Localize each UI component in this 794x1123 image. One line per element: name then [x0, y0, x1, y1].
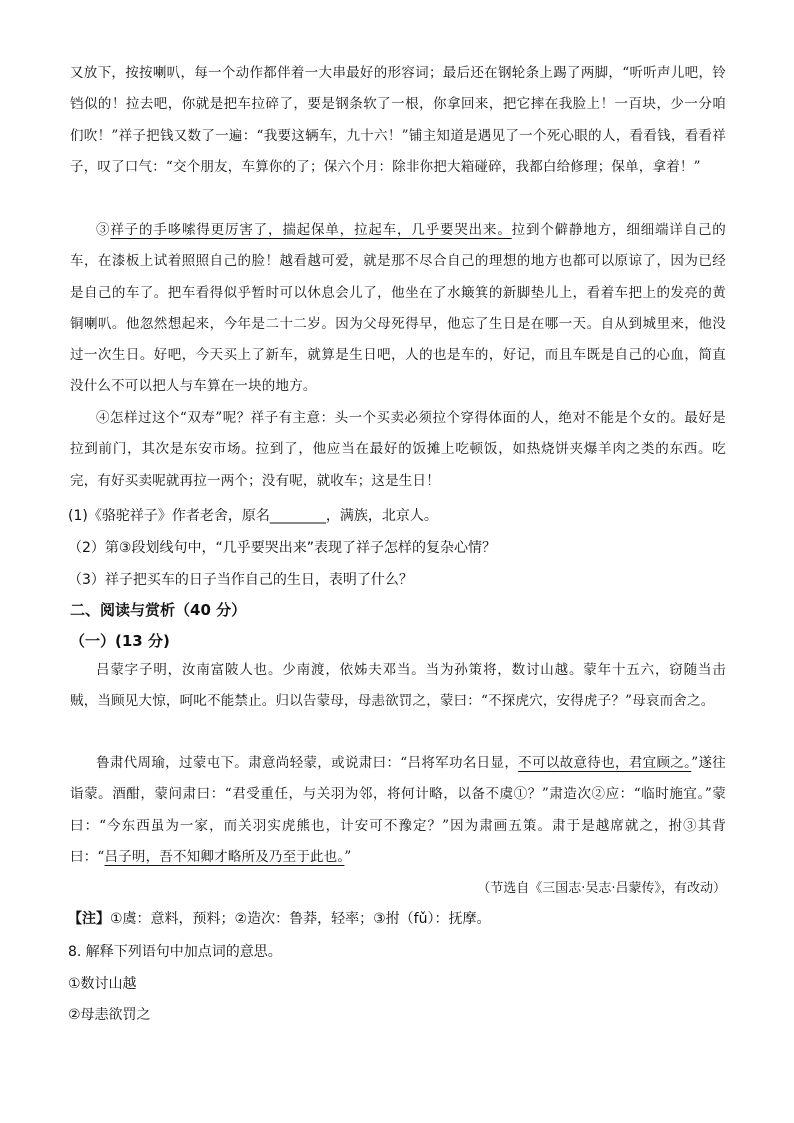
paragraph-text: 拉到个僻静地方，细细端详自己的车，在漆板上试着照照自己的脸！越看越可爱，就是那不尽合自己的理想的地方也都可以原谅了，因为已经是自己的车了。把车看得似乎暂时可以休息会儿了，他坐在了水簸箕的新脚垫儿上，看着车把上的发亮的黄铜喇叭。他忽然想起来，今年是二十二岁。因为父母死得早，他忘了生日是在哪一天。自从到城里来，他没过一次生日。好吧，今天买上了新车，就算是生日吧，人的也是车的，好记，而且车既是自己的心血，简直没什么不可以把人与车算在一块的地方。 — [70, 222, 727, 395]
passage-b-paragraph-2 — [70, 748, 726, 873]
subsection-heading: （一）(13 分) — [70, 632, 170, 650]
passage-a-paragraph-4: ④怎样过这个“双寿”呢？祥子有主意：头一个买卖必须拉个穿得体面的人，绝对不能是个女的。最好是拉到前门，其次是东安市场。拉到了，他应当在最好的饭摊上吃顿饭，如热烧饼夹爆羊肉之类的东西。吃完，有好买卖呢就再拉一两个；没有呢，就收车；这是生日！ — [70, 410, 726, 489]
paragraph-text: ” — [344, 848, 352, 865]
underlined-sentence: 祥子的手哆嗦得更厉害了，揣起保单，拉起车，几乎要哭出来。 — [110, 222, 512, 238]
paragraph-marker: ③ — [96, 222, 111, 238]
paragraph-text: 鲁肃代周瑜，过蒙屯下。肃意尚轻蒙，或说肃曰：“吕将军功名日显， — [96, 755, 519, 771]
notes-label: 【注】 — [68, 911, 110, 927]
notes-text: ①虞：意料，预料；②造次：鲁莽，轻率；③拊（fǔ）：抚摩。 — [110, 911, 491, 927]
question-1: (1)《骆驼祥子》作者老舍，原名________，满族，北京人。 — [68, 508, 438, 524]
question-8-stem: 8. 解释下列语句中加点词的意思。 — [68, 944, 282, 960]
annotation-notes — [68, 908, 490, 928]
paragraph-text: ”遂往诣蒙。酒酣，蒙问肃曰：“君受重任，与关羽为邻，将何计略，以备不虞①？”肃造次②应：“临时施宜。”蒙曰：“今东西虽为一家，而关羽实虎熊也，计安可不豫定？”因为肃画五策。肃于是越席就之，拊③其背曰：“ — [70, 755, 726, 865]
passage-b-paragraph-1: 吕蒙字子明，汝南富陂人也。少南渡，依姊夫邓当。当为孙策将，数讨山越。蒙年十五六，窃随当击贼，当顾见大惊，呵叱不能禁止。归以告蒙母，母恚欲罚之，蒙曰：“不探虎穴，安得虎子？”母哀而舍之。 — [70, 662, 726, 710]
passage-a-paragraph-1: 又放下，按按喇叭，每一个动作都伴着一大串最好的形容词；最后还在钢轮条上踢了两脚，“听听声儿吧，铃铛似的！拉去吧，你就是把车拉碎了，要是钢条软了一根，你拿回来，把它摔在我脸上！一百块，少一分咱们吹！”祥子把钱又数了一遍：“我要这辆车，九十六！”铺主知道是遇见了一个死心眼的人，看看钱，看看祥子，叹了口气：“交个朋友，车算你的了；保六个月：除非你把大箱碰碎，我都白给修理；保单，拿着！” — [70, 65, 726, 175]
section-heading: 二、阅读与赏析（40 分） — [70, 601, 247, 619]
question-8-item-1: ①数讨山越 — [68, 976, 137, 992]
underlined-quote: 吕子明，吾不知卿才略所及乃至于此也。 — [104, 848, 345, 865]
question-2: （2）第③段划线句中，“几乎要哭出来”表现了祥子怎样的复杂心情？ — [68, 540, 496, 556]
source-citation: （节选自《三国志·吴志·吕蒙传》，有改动） — [477, 881, 726, 896]
underlined-sentence: 不可以故意待也，君宜顾之。 — [518, 755, 692, 771]
question-3: （3）祥子把买车的日子当作自己的生日，表明了什么？ — [68, 572, 413, 588]
passage-a-paragraph-3 — [70, 215, 726, 403]
question-8-item-2: ②母恚欲罚之 — [68, 1007, 151, 1023]
